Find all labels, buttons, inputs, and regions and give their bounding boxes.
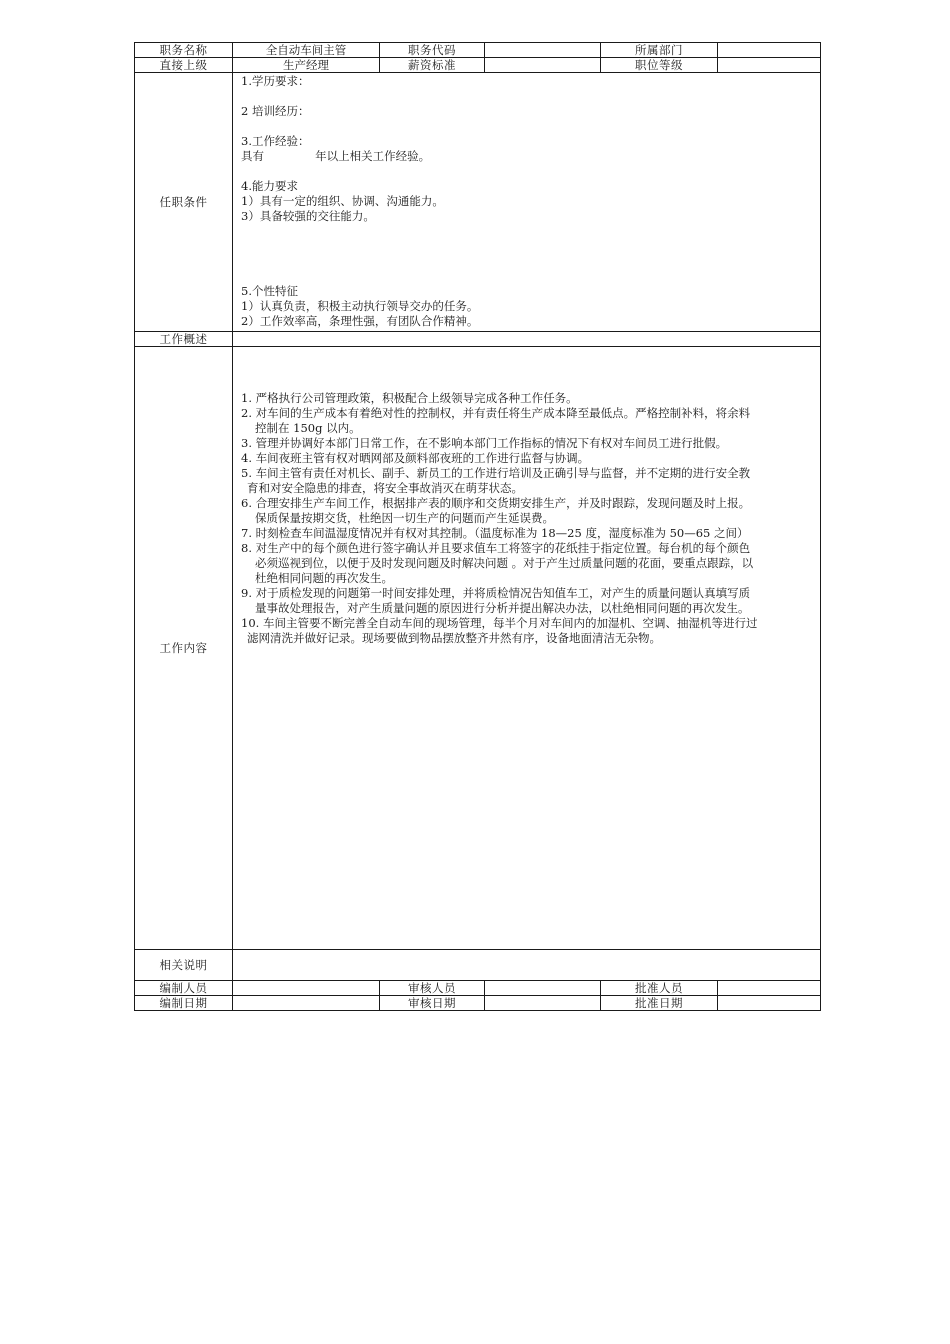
signoff-row-2	[135, 996, 821, 1011]
supervisor-value: 生产经理	[233, 58, 380, 73]
supervisor-label: 直接上级	[135, 58, 233, 73]
requirements-content	[233, 73, 821, 332]
duty-item	[241, 541, 812, 586]
ability-item: 1）具有一定的组织、协调、沟通能力。	[241, 194, 444, 208]
approver-label: 批准人员	[601, 981, 718, 996]
duty-text-continued: 杜绝相同问题的再次发生。	[255, 571, 393, 585]
personality-item: 2）工作效率高，条理性强，有团队合作精神。	[241, 314, 479, 328]
department-value	[718, 43, 821, 58]
experience-title: 3.工作经验：	[241, 134, 310, 148]
approve-date-label: 批准日期	[601, 996, 718, 1011]
requirements-label: 任职条件	[135, 73, 233, 332]
duty-item	[241, 391, 812, 406]
approver-value	[718, 981, 821, 996]
duty-text: 5. 车间主管有责任对机长、副手、新员工的工作进行培训及正确引导与监督，并不定期的进行安全教	[241, 466, 751, 480]
duty-item	[241, 586, 812, 616]
duty-item	[241, 466, 812, 496]
approve-date-value	[718, 996, 821, 1011]
job-code-label: 职务代码	[380, 43, 485, 58]
duty-text: 2. 对车间的生产成本有着绝对性的控制权，并有责任将生产成本降至最低点。严格控制补料，将余料	[241, 406, 751, 420]
duty-item	[241, 616, 812, 646]
duty-text: 4. 车间夜班主管有权对晒网部及颜料部夜班的工作进行监督与协调。	[241, 451, 590, 465]
duty-text: 1. 严格执行公司管理政策，积极配合上级领导完成各种工作任务。	[241, 391, 578, 405]
duty-item	[241, 496, 812, 526]
author-date-value	[233, 996, 380, 1011]
notes-label: 相关说明	[135, 950, 233, 981]
reviewer-label: 审核人员	[380, 981, 485, 996]
job-description-table	[134, 42, 821, 1011]
duty-text: 6. 合理安排生产车间工作，根据排产表的顺序和交货期安排生产，并及时跟踪，发现问题及时上报。	[241, 496, 751, 510]
grade-value	[718, 58, 821, 73]
duty-item	[241, 526, 812, 541]
experience-text: 具有 年以上相关工作经验。	[241, 149, 431, 163]
duty-text: 9. 对于质检发现的问题第一时间安排处理，并将质检情况告知值车工，对产生的质量问题认真填写质	[241, 586, 751, 600]
signoff-row-1	[135, 981, 821, 996]
author-value	[233, 981, 380, 996]
duty-text-continued: 量事故处理报告，对产生质量问题的原因进行分析并提出解决办法，以杜绝相同问题的再次发生。	[255, 601, 750, 615]
header-row-2	[135, 58, 821, 73]
duty-text: 8. 对生产中的每个颜色进行签字确认并且要求值车工将签字的花纸挂于指定位置。每台机的每个颜色	[241, 541, 751, 555]
duty-text: 3. 管理并协调好本部门日常工作，在不影响本部门工作指标的情况下有权对车间员工进行批假。	[241, 436, 728, 450]
duty-item	[241, 436, 812, 451]
personality-title: 5.个性特征	[241, 284, 298, 298]
review-date-value	[485, 996, 601, 1011]
duty-text-continued: 控制在 150g 以内。	[255, 421, 361, 435]
review-date-label: 审核日期	[380, 996, 485, 1011]
overview-row	[135, 332, 821, 347]
notes-value	[233, 950, 821, 981]
grade-label: 职位等级	[601, 58, 718, 73]
duties-label: 工作内容	[135, 347, 233, 950]
duty-text-continued: 保质保量按期交货，杜绝因一切生产的问题而产生延误费。	[255, 511, 554, 525]
author-date-label: 编制日期	[135, 996, 233, 1011]
duty-text: 10. 车间主管要不断完善全自动车间的现场管理，每半个月对车间内的加湿机、空调、抽湿机等进行过	[241, 616, 758, 630]
education-requirement: 1.学历要求：	[241, 74, 310, 88]
duty-text: 7. 时刻检查车间温湿度情况并有权对其控制。（温度标准为 18—25 度，湿度标准为 50—65 之间）	[241, 526, 749, 540]
overview-value	[233, 332, 821, 347]
department-label: 所属部门	[601, 43, 718, 58]
duties-list	[241, 391, 812, 646]
job-description-form	[134, 42, 820, 1011]
personality-item: 1）认真负责，积极主动执行领导交办的任务。	[241, 299, 479, 313]
duty-item	[241, 406, 812, 436]
requirements-row	[135, 73, 821, 332]
reviewer-value	[485, 981, 601, 996]
job-code-value	[485, 43, 601, 58]
author-label: 编制人员	[135, 981, 233, 996]
duty-text-continued: 滤网清洗并做好记录。现场要做到物品摆放整齐井然有序，设备地面清洁无杂物。	[247, 631, 661, 645]
job-title-label: 职务名称	[135, 43, 233, 58]
duties-row	[135, 347, 821, 950]
header-row-1	[135, 43, 821, 58]
salary-value	[485, 58, 601, 73]
ability-item: 3）具备较强的交往能力。	[241, 209, 375, 223]
training-requirement: 2 培训经历：	[241, 104, 310, 118]
overview-label: 工作概述	[135, 332, 233, 347]
salary-label: 薪资标准	[380, 58, 485, 73]
duty-item	[241, 451, 812, 466]
ability-title: 4.能力要求	[241, 179, 298, 193]
duties-content	[233, 347, 821, 950]
job-title-value: 全自动车间主管	[233, 43, 380, 58]
duty-text-continued: 育和对安全隐患的排查，将安全事故消灭在萌芽状态。	[247, 481, 523, 495]
notes-row	[135, 950, 821, 981]
duty-text-continued: 必须巡视到位，以便于及时发现问题及时解决问题 。对于产生过质量问题的花面，要重点跟踪，以	[255, 556, 754, 570]
